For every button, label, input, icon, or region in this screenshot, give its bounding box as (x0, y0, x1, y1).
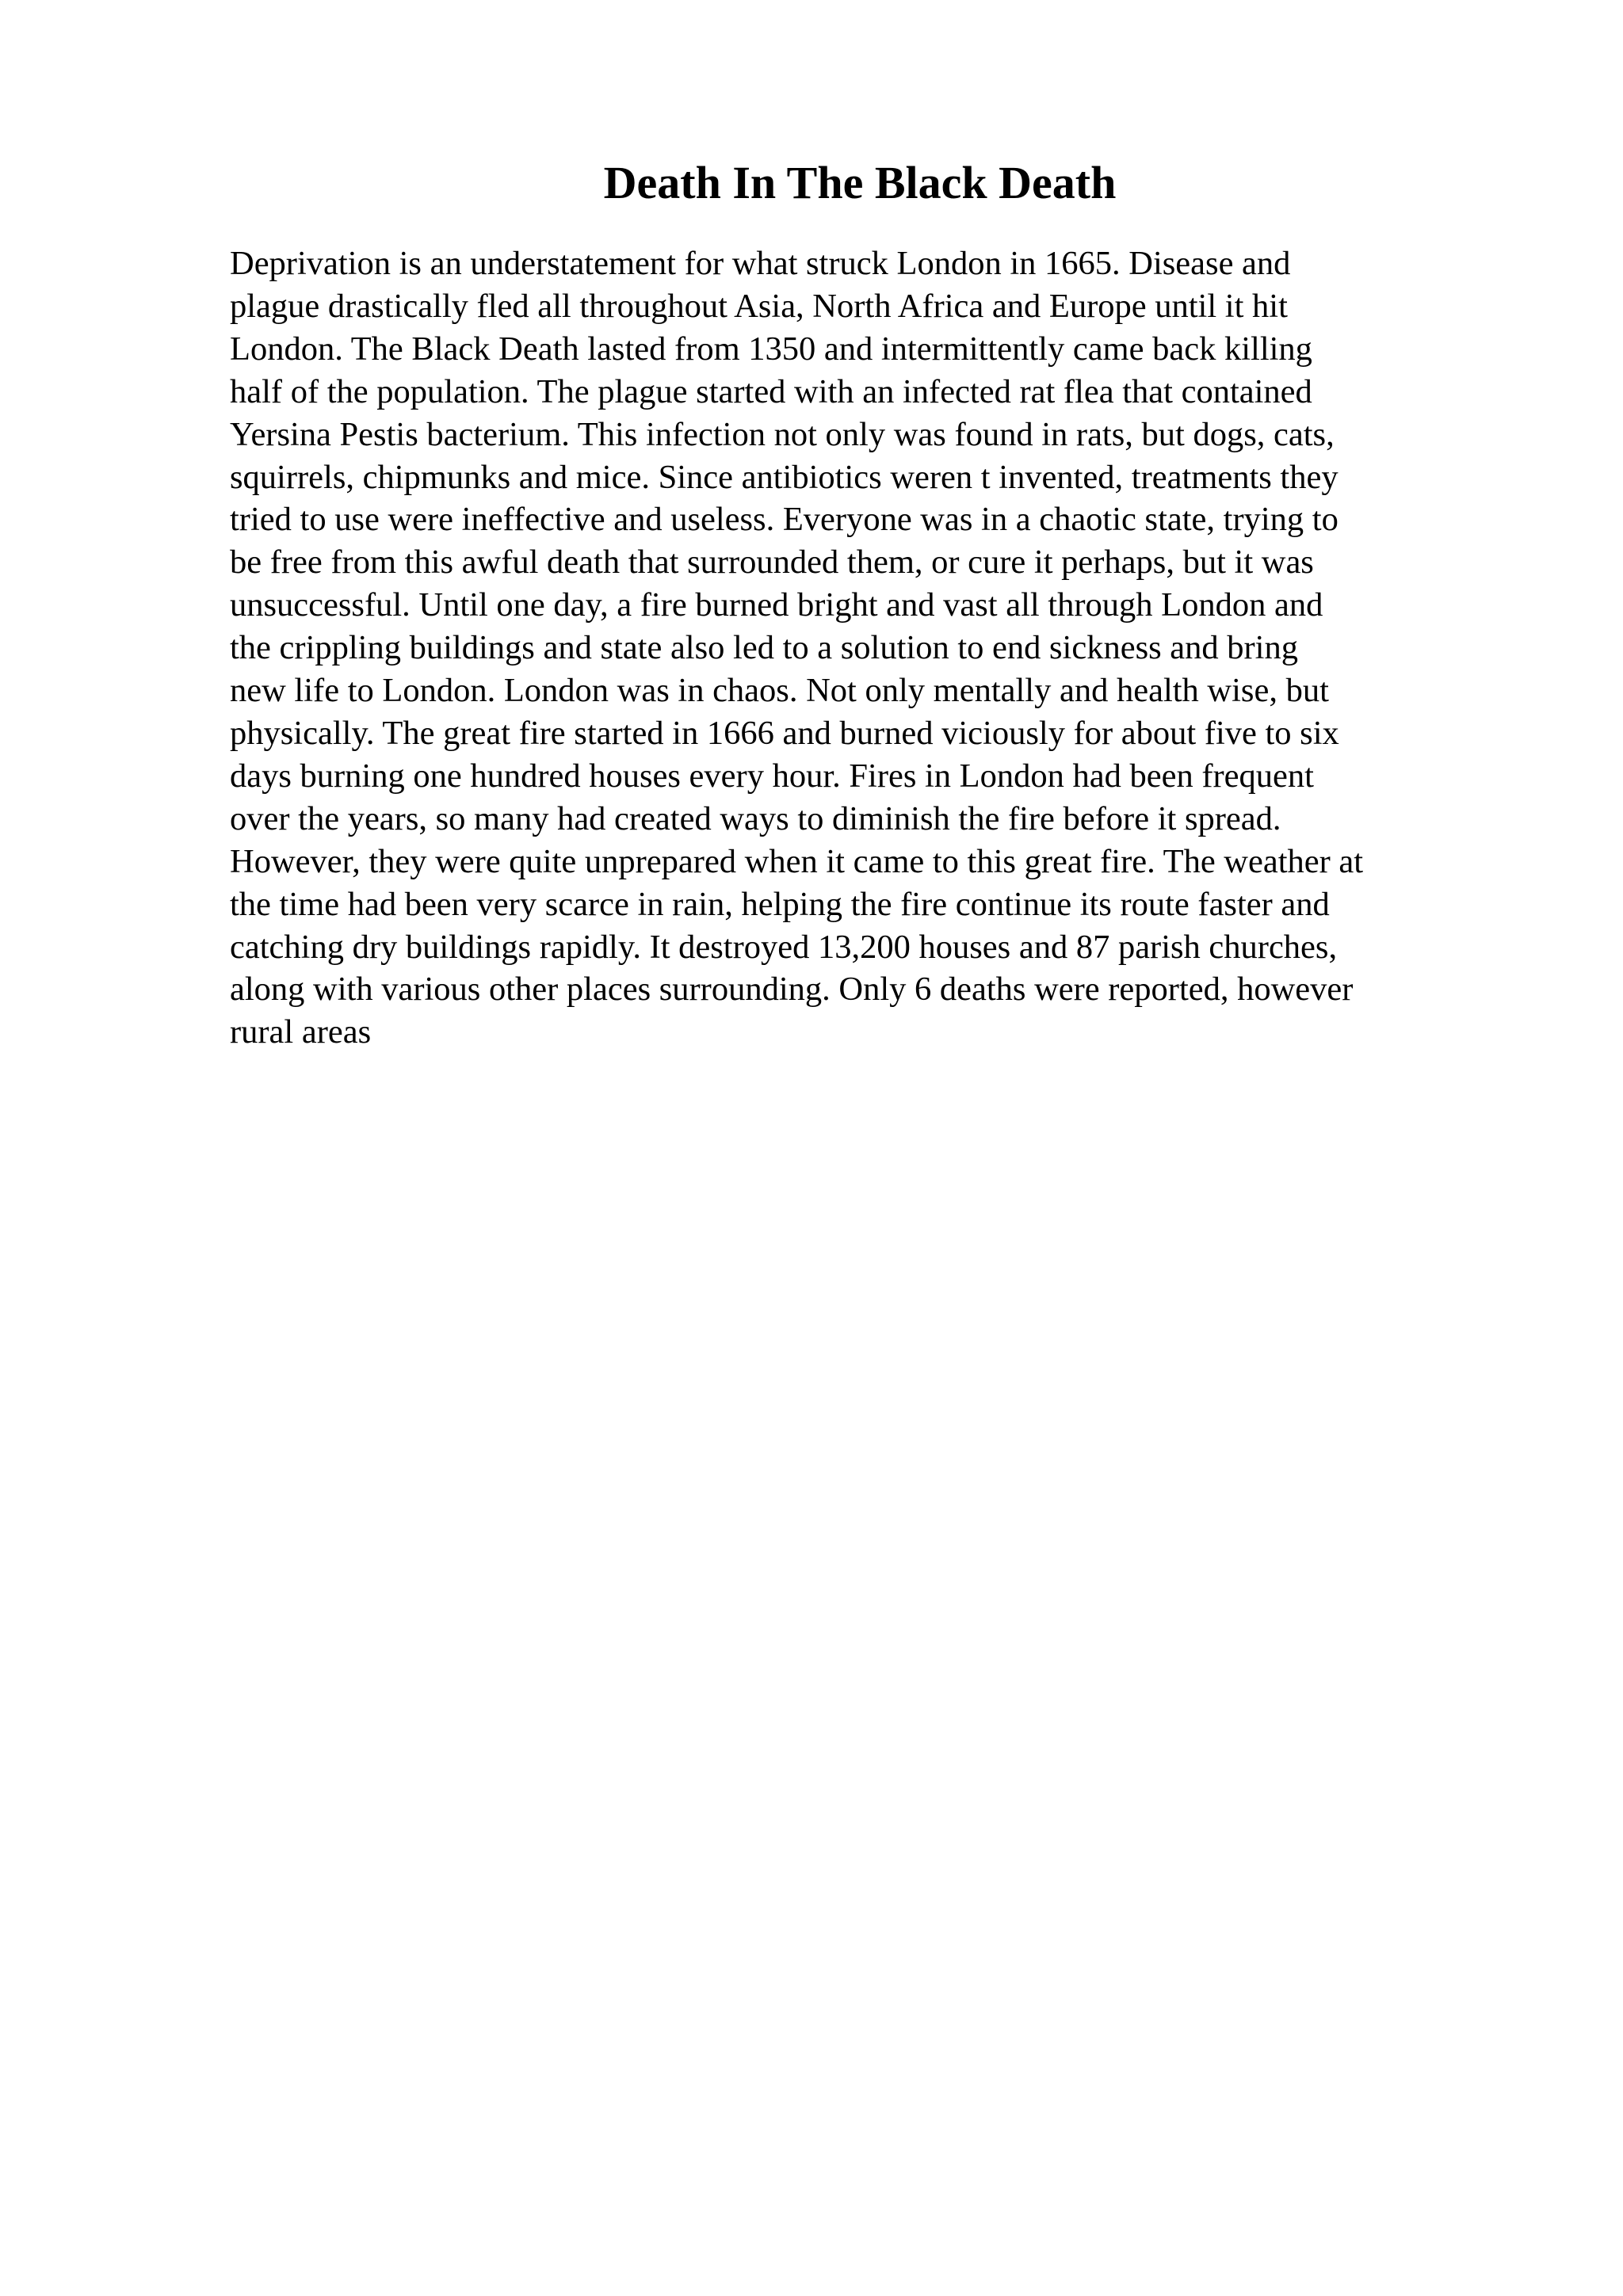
body-line: plague drastically fled all throughout Asia, North Africa and Europe until it hit (230, 287, 1288, 325)
body-line: the crippling buildings and state also led to a solution to end sickness and bring (230, 629, 1298, 667)
body-line: tried to use were ineffective and useless. Everyone was in a chaotic state, trying to (230, 501, 1338, 539)
body-line: Yersina Pestis bacterium. This infection not only was found in rats, but dogs, cats, (230, 415, 1335, 453)
body-line: However, they were quite unprepared when it came to this great fire. The weather at (230, 842, 1364, 880)
body-line: new life to London. London was in chaos. Not only mentally and health wise, but (230, 672, 1329, 710)
body-line: over the years, so many had created ways to diminish the fire before it spread. (230, 799, 1281, 837)
body-line: Deprivation is an understatement for what struck London in 1665. Disease and (230, 245, 1291, 282)
body-line: unsuccessful. Until one day, a fire burned bright and vast all through London and (230, 586, 1323, 624)
body-line: rural areas (230, 1013, 372, 1051)
document-body (230, 242, 1514, 1054)
body-line: half of the population. The plague started with an infected rat flea that contained (230, 372, 1312, 410)
body-line: along with various other places surrounding. Only 6 deaths were reported, however (230, 971, 1354, 1009)
body-line: be free from this awful death that surrounded them, or cure it perhaps, but it was (230, 543, 1314, 582)
body-line: catching dry buildings rapidly. It destroyed 13,200 houses and 87 parish churches, (230, 928, 1338, 966)
body-line: London. The Black Death lasted from 1350 and intermittently came back killing (230, 330, 1312, 368)
body-line: the time had been very scarce in rain, helping the fire continue its route faster and (230, 885, 1330, 923)
body-line: physically. The great fire started in 1666 and burned viciously for about five to six (230, 714, 1339, 752)
body-line: squirrels, chipmunks and mice. Since antibiotics weren t invented, treatments they (230, 458, 1338, 496)
body-line: days burning one hundred houses every hour. Fires in London had been frequent (230, 757, 1314, 795)
document-title: Death In The Black Death (603, 157, 1117, 208)
